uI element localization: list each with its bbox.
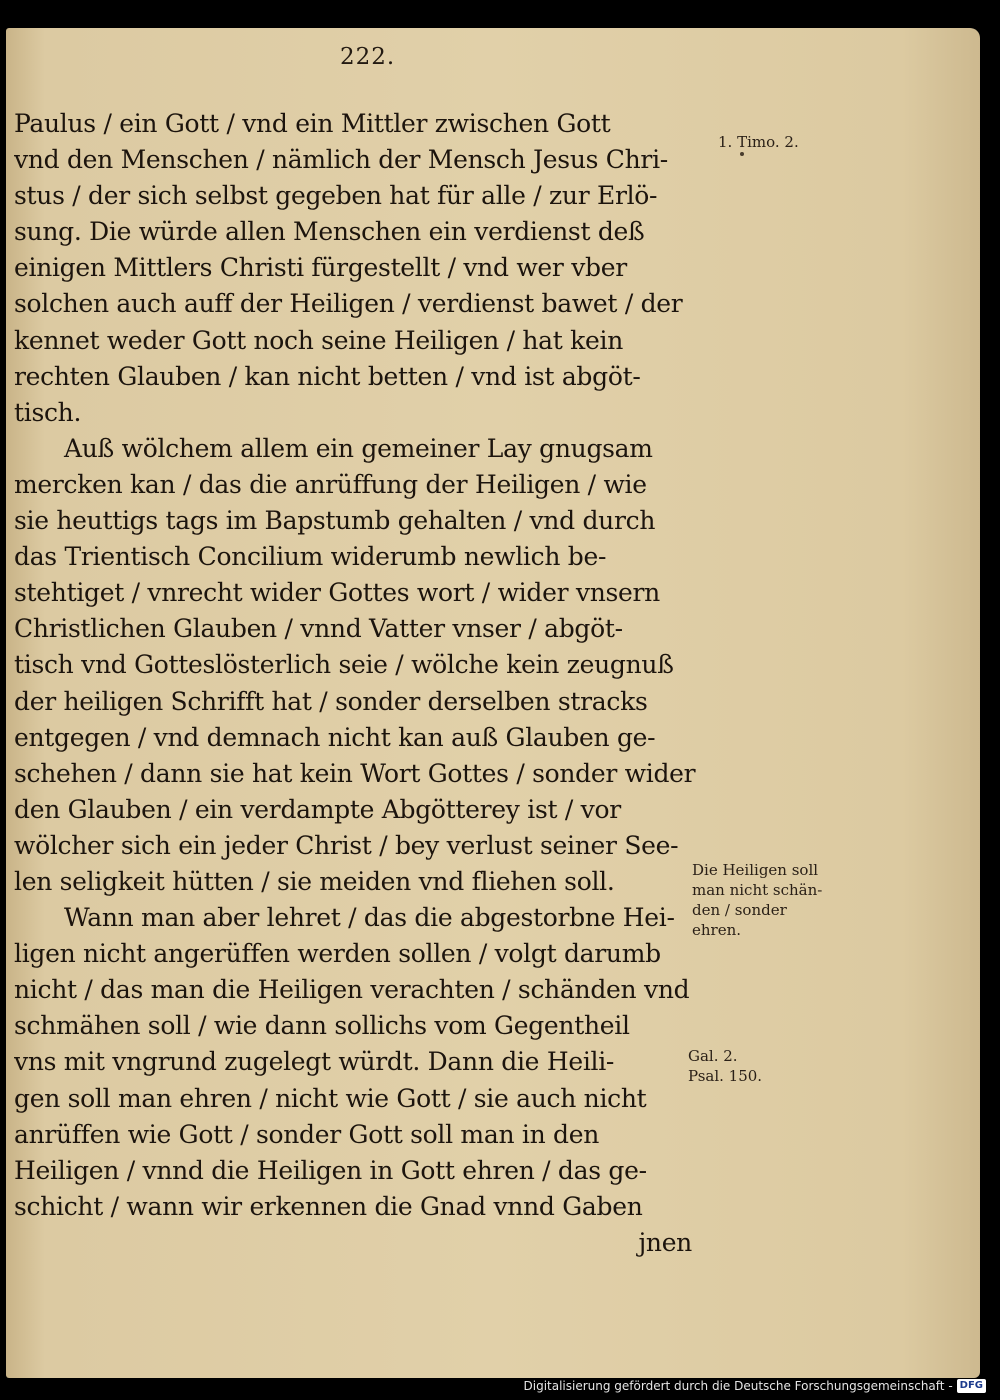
dfg-logo: DFG xyxy=(957,1379,986,1393)
text-line: rechten Glauben / kan nicht betten / vnd ist abgöt- xyxy=(14,361,641,391)
text-line: vns mit vngrund zugelegt würdt. Dann die Heili- xyxy=(14,1047,615,1077)
paragraph-start-line: Auß wölchem allem ein gemeiner Lay gnugsam xyxy=(64,433,653,463)
text-line: stehtiget / vnrecht wider Gottes wort / wider vnsern xyxy=(14,578,660,608)
margin-note-line: man nicht schän- xyxy=(692,881,823,899)
main-text-block xyxy=(14,106,714,1261)
text-line: anrüffen wie Gott / sonder Gott soll man in den xyxy=(14,1119,600,1149)
margin-note-line: Die Heiligen soll xyxy=(692,861,819,879)
text-line: Christlichen Glauben / vnnd Vatter vnser / abgöt- xyxy=(14,614,623,644)
paragraph-start-line: Wann man aber lehret / das die abgestorbne Hei- xyxy=(64,903,675,933)
margin-note-line: Gal. 2. xyxy=(688,1047,738,1065)
margin-note-scripture-references xyxy=(688,1046,808,1086)
text-line: Paulus / ein Gott / vnd ein Mittler zwischen Gott xyxy=(14,109,611,138)
margin-note-line: Psal. 150. xyxy=(688,1067,763,1085)
text-line: ligen nicht angerüffen werden sollen / volgt darumb xyxy=(14,939,661,969)
margin-note-line: 1. Timo. 2. xyxy=(718,133,799,151)
text-line: gen soll man ehren / nicht wie Gott / sie auch nicht xyxy=(14,1083,647,1113)
margin-note-summary xyxy=(692,860,862,940)
text-line: schehen / dann sie hat kein Wort Gottes / sonder wider xyxy=(14,758,696,788)
text-line: nicht / das man die Heiligen verachten / schänden vnd xyxy=(14,975,690,1005)
margin-note-line: ehren. xyxy=(692,921,742,939)
funding-credit-text: Digitalisierung gefördert durch die Deutsche Forschungsgemeinschaft - xyxy=(523,1379,953,1393)
text-line: den Glauben / ein verdampte Abgötterey ist / vor xyxy=(14,794,621,824)
text-line: vnd den Menschen / nämlich der Mensch Jesus Chri- xyxy=(14,145,668,175)
text-line: Heiligen / vnnd die Heiligen in Gott ehren / das ge- xyxy=(14,1155,647,1185)
text-line: kennet weder Gott noch seine Heiligen / hat kein xyxy=(14,325,623,355)
text-line: tisch vnd Gotteslösterlich seie / wölche kein zeugnuß xyxy=(14,650,674,680)
margin-note-line: den / sonder xyxy=(692,901,787,919)
margin-note-scripture-reference xyxy=(718,132,838,152)
page-number: 222. xyxy=(340,44,396,70)
text-line: entgegen / vnd demnach nicht kan auß Glauben ge- xyxy=(14,722,656,752)
text-line: sung. Die würde allen Menschen ein verdienst deß xyxy=(14,217,645,247)
text-line: das Trientisch Concilium widerumb newlich be- xyxy=(14,542,607,572)
text-line: einigen Mittlers Christi fürgestellt / vnd wer vber xyxy=(14,253,627,283)
text-line: schicht / wann wir erkennen die Gnad vnnd Gaben xyxy=(14,1191,643,1221)
text-line: len seligkeit hütten / sie meiden vnd fliehen soll. xyxy=(14,866,615,896)
text-line: tisch. xyxy=(14,397,82,427)
text-line: der heiligen Schrifft hat / sonder derselben stracks xyxy=(14,686,648,716)
digitization-credit xyxy=(524,1377,987,1395)
ink-mark xyxy=(740,152,744,156)
text-line: stus / der sich selbst gegeben hat für alle / zur Erlö- xyxy=(14,181,658,211)
text-line: schmähen soll / wie dann sollichs vom Gegentheil xyxy=(14,1011,630,1041)
text-line: solchen auch auff der Heiligen / verdienst bawet / der xyxy=(14,289,683,319)
text-line: sie heuttigs tags im Bapstumb gehalten / vnd durch xyxy=(14,506,656,536)
catchword: jnen xyxy=(638,1227,692,1257)
text-line: mercken kan / das die anrüffung der Heiligen / wie xyxy=(14,469,647,499)
text-line: wölcher sich ein jeder Christ / bey verlust seiner See- xyxy=(14,830,679,860)
